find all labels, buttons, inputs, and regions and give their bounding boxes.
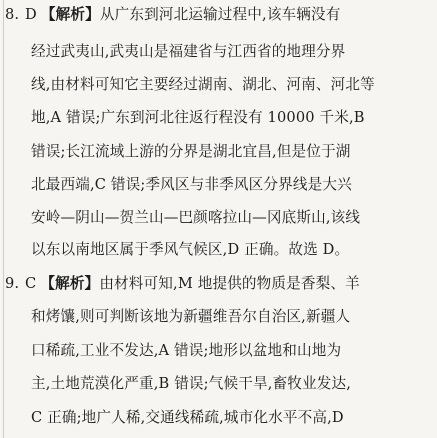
q9-text: 口稀疏,工业不发达,A 错误;地形以盆地和山地为 bbox=[31, 342, 342, 359]
q8-text: 北最西端,C 错误;季风区与非季风区分界线是大兴 bbox=[31, 176, 352, 193]
q9-line-5 bbox=[0, 404, 437, 432]
q8-text: 从广东到河北运输过程中,该车辆没有 bbox=[99, 6, 341, 23]
q8-text: 线,由材料可知它主要经过湖南、湖北、河南、河北等 bbox=[31, 76, 375, 93]
q8-line-6 bbox=[0, 171, 437, 199]
q8-answer: D bbox=[25, 6, 37, 23]
q8-line-3 bbox=[0, 71, 437, 99]
q8-text: 地,A 错误;广东到河北往返行程没有 10000 千米,B bbox=[31, 109, 365, 126]
q8-line-4 bbox=[0, 104, 437, 132]
q9-text: 和烤馕,则可判断该地为新疆维吾尔自治区,新疆人 bbox=[31, 308, 351, 325]
q9-text: 主,土地荒漠化严重,B 错误;气候干旱,畜牧业发达, bbox=[31, 375, 352, 392]
q8-number: 8. bbox=[5, 6, 20, 23]
q8-text: 安岭—阴山—贺兰山—巴颜喀拉山—冈底斯山,该线 bbox=[31, 209, 361, 226]
q8-line-2 bbox=[0, 38, 437, 66]
q9-number: 9. bbox=[5, 275, 20, 292]
q9-text: C 正确;地广人稀,交通线稀疏,城市化水平不高,D bbox=[31, 409, 344, 426]
q8-line-8 bbox=[0, 236, 437, 264]
q9-answer: C bbox=[25, 275, 37, 292]
q9-line-3 bbox=[0, 337, 437, 365]
q8-text: 错误;长江流域上游的分界是湖北宜昌,但是位于湖 bbox=[31, 143, 351, 160]
q8-line-5 bbox=[0, 138, 437, 166]
q9-text: 由材料可知,M 地提供的物质是香梨、羊 bbox=[99, 275, 360, 292]
q9-line-1 bbox=[0, 270, 437, 298]
q8-line-7 bbox=[0, 204, 437, 232]
q8-line-1 bbox=[0, 1, 437, 29]
q8-analysis-tag: 【解析】 bbox=[40, 6, 100, 23]
q9-analysis-tag: 【解析】 bbox=[40, 275, 100, 292]
q8-text: 经过武夷山,武夷山是福建省与江西省的地理分界 bbox=[31, 43, 346, 60]
q9-line-2 bbox=[0, 303, 437, 331]
q9-line-4 bbox=[0, 370, 437, 398]
q8-text: 以东以南地区属于季风气候区,D 正确。故选 D。 bbox=[31, 241, 350, 258]
